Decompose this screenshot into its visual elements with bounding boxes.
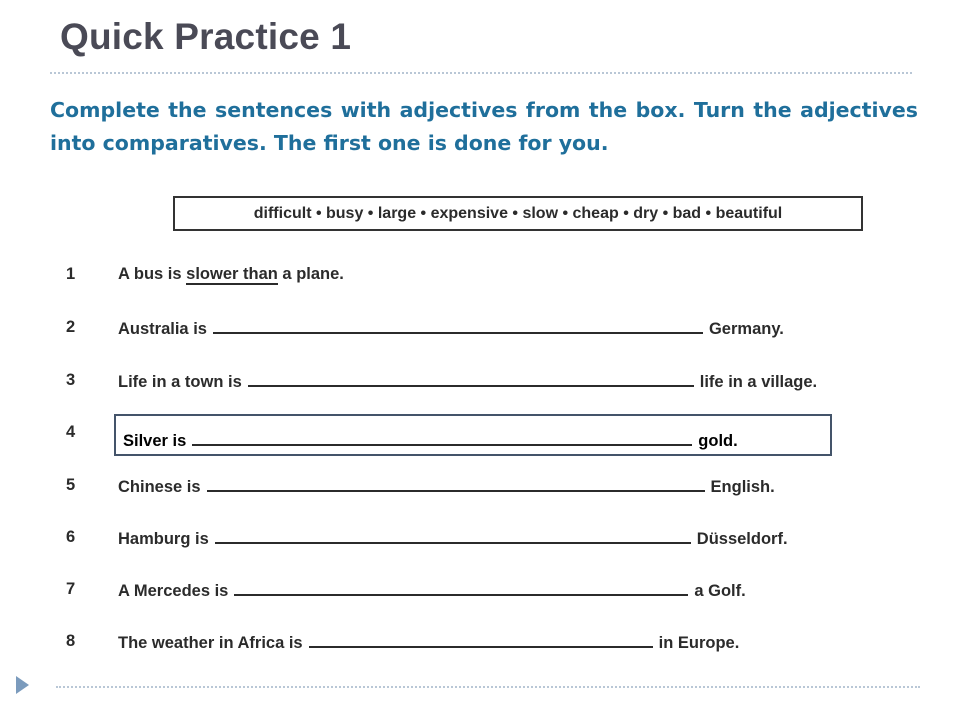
sentence-end: Düsseldorf. bbox=[696, 530, 788, 548]
word-box bbox=[173, 196, 863, 231]
overlay-start: Silver is bbox=[123, 432, 187, 450]
example-answer: slower than bbox=[186, 265, 278, 283]
answer-blank[interactable] bbox=[207, 476, 705, 492]
answer-blank[interactable] bbox=[215, 528, 691, 544]
exercise-row-7 bbox=[0, 580, 960, 610]
sentence-start: A Mercedes is bbox=[118, 582, 229, 600]
exercise-sentence bbox=[118, 580, 746, 601]
sentence-end: a plane. bbox=[277, 265, 344, 283]
exercise-row-1 bbox=[0, 265, 960, 295]
exercise-sentence bbox=[118, 528, 788, 549]
triangle-right-icon bbox=[16, 676, 29, 694]
exercise-row-6 bbox=[0, 528, 960, 558]
exercise-number: 1 bbox=[66, 265, 76, 283]
exercise-number: 4 bbox=[66, 423, 76, 441]
sentence-start: Hamburg is bbox=[118, 530, 209, 548]
exercise-row-5 bbox=[0, 476, 960, 506]
top-divider bbox=[50, 72, 912, 74]
exercise-row-8 bbox=[0, 632, 960, 662]
instructions-text: Complete the sentences with adjectives from the box. Turn the adjectives into comparatives. The first one is done for you. bbox=[50, 98, 918, 155]
sentence-end: English. bbox=[710, 478, 775, 496]
exercise-row-3 bbox=[0, 371, 960, 401]
footer-bar bbox=[16, 676, 916, 696]
sentence-end: a Golf. bbox=[694, 582, 746, 600]
page-title: Quick Practice 1 bbox=[60, 16, 352, 57]
exercise-sentence bbox=[118, 476, 775, 497]
sentence-end: life in a village. bbox=[699, 373, 818, 391]
word-box-text: difficult • busy • large • expensive • slow • cheap • dry • bad • beautiful bbox=[253, 204, 783, 222]
sentence-end: Germany. bbox=[708, 320, 784, 338]
sentence-start: A bus is bbox=[118, 265, 187, 283]
exercise-number: 2 bbox=[66, 318, 76, 336]
overlay-sentence bbox=[123, 430, 738, 451]
exercise-sentence bbox=[118, 371, 817, 392]
exercise-number: 5 bbox=[66, 476, 76, 494]
sentence-start: Life in a town is bbox=[118, 373, 242, 391]
answer-blank[interactable] bbox=[213, 318, 703, 334]
answer-blank[interactable] bbox=[309, 632, 653, 648]
bottom-divider bbox=[56, 686, 920, 688]
answer-blank[interactable] bbox=[248, 371, 694, 387]
sentence-start: The weather in Africa is bbox=[118, 634, 303, 652]
exercise-sentence bbox=[118, 632, 739, 653]
exercise-number: 3 bbox=[66, 371, 76, 389]
exercise-number: 8 bbox=[66, 632, 76, 650]
exercise-row-2 bbox=[0, 318, 960, 348]
answer-blank[interactable] bbox=[234, 580, 688, 596]
exercise-number: 6 bbox=[66, 528, 76, 546]
exercise-sentence bbox=[118, 265, 344, 284]
exercise-sentence bbox=[118, 318, 784, 339]
exercise-number: 7 bbox=[66, 580, 76, 598]
sentence-start: Australia is bbox=[118, 320, 207, 338]
sentence-end: in Europe. bbox=[658, 634, 740, 652]
sentence-4-overlay bbox=[114, 414, 832, 456]
sentence-start: Chinese is bbox=[118, 478, 201, 496]
answer-blank[interactable] bbox=[192, 430, 692, 446]
overlay-end: gold. bbox=[698, 432, 738, 450]
